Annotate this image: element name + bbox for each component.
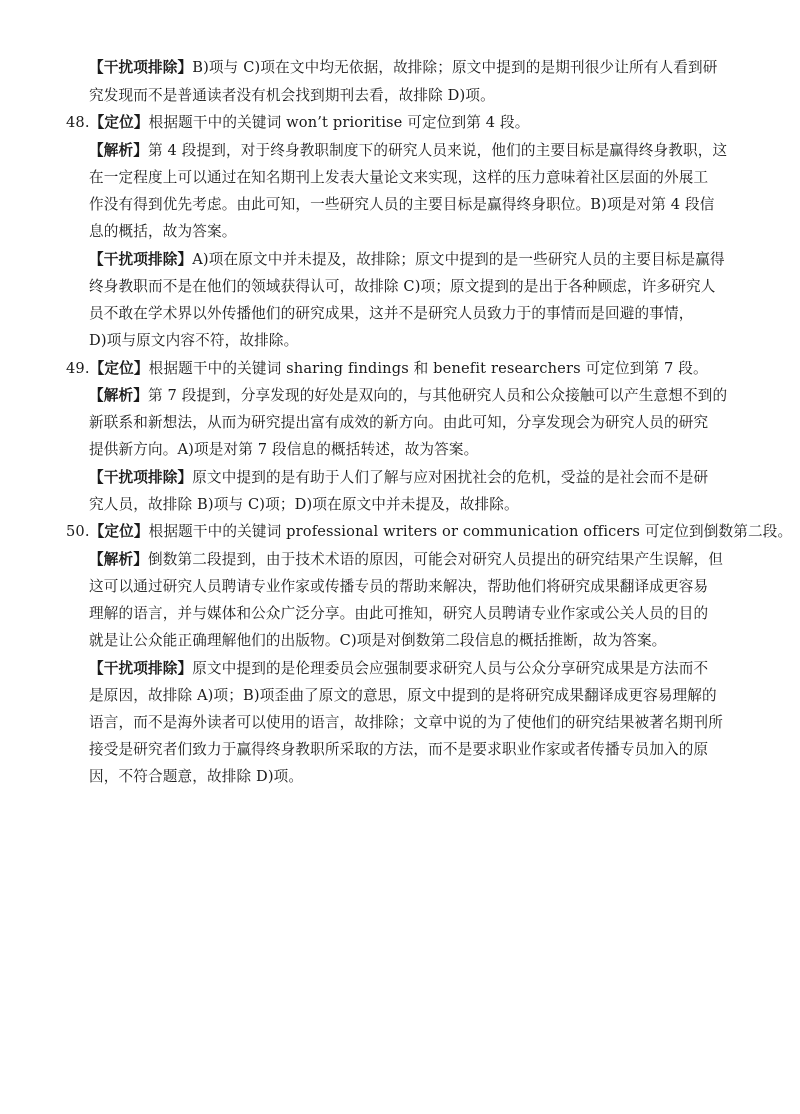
q49-locate: 49.【定位】根据题干中的关键词 sharing findings 和 benefit researchers 可定位到第 7 段。 [66, 360, 708, 377]
q50-explain-line-1: 【解析】倒数第二段提到，由于技术术语的原因，可能会对研究人员提出的研究结果产生误解，但 [89, 551, 723, 568]
distractor-tag: 【干扰项排除】 [89, 59, 193, 76]
q48-explain-line-3: 作没有得到优先考虑。由此可知，一些研究人员的主要目标是赢得终身职位。B)项是对第 4 段信 [89, 196, 715, 213]
locate-tag: 【定位】 [89, 360, 149, 377]
q48-explain-line-2: 在一定程度上可以通过在知名期刊上发表大量论文来实现，这样的压力意味着社区层面的外展工 [89, 169, 709, 186]
q50-distractor-line-2: 是原因，故排除 A)项；B)项歪曲了原文的意思，原文中提到的是将研究成果翻译成更容易理解的 [89, 687, 717, 704]
locate-tag: 【定位】 [89, 114, 149, 131]
q49-explain-line-3: 提供新方向。A)项是对第 7 段信息的概括转述，故为答案。 [89, 441, 479, 458]
q48-distractor-line-2: 终身教职而不是在他们的领域获得认可，故排除 C)项；原文提到的是出于各种顾虑，许多研究人 [89, 278, 716, 295]
q47-distractor-line-2: 究发现而不是普通读者没有机会找到期刊去看，故排除 D)项。 [89, 87, 495, 104]
q48-distractor-line-1: 【干扰项排除】A)项在原文中并未提及，故排除；原文中提到的是一些研究人员的主要目标是赢得 [89, 251, 725, 268]
q47-distractor-line-1: 【干扰项排除】B)项与 C)项在文中均无依据，故排除；原文中提到的是期刊很少让所有人看到研 [89, 59, 718, 76]
question-number: 48. [66, 114, 90, 131]
explain-tag: 【解析】 [89, 387, 148, 404]
q48-explain-line-1: 【解析】第 4 段提到，对于终身教职制度下的研究人员来说，他们的主要目标是赢得终身教职，这 [89, 142, 728, 159]
distractor-tag: 【干扰项排除】 [89, 251, 193, 268]
q50-distractor-line-3: 语言，而不是海外读者可以使用的语言，故排除；文章中说的为了使他们的研究结果被著名期刊所 [89, 714, 723, 731]
q48-locate: 48.【定位】根据题干中的关键词 won’t prioritise 可定位到第 4 段。 [66, 114, 530, 131]
q50-explain-line-2: 这可以通过研究人员聘请专业作家或传播专员的帮助来解决，帮助他们将研究成果翻译成更容易 [89, 578, 709, 595]
q49-distractor-line-1: 【干扰项排除】原文中提到的是有助于人们了解与应对困扰社会的危机，受益的是社会而不是研 [89, 469, 709, 486]
q50-explain-line-4: 就是让公众能正确理解他们的出版物。C)项是对倒数第二段信息的概括推断，故为答案。 [89, 632, 667, 649]
q48-distractor-line-4: D)项与原文内容不符，故排除。 [89, 332, 299, 349]
q49-distractor-line-2: 究人员，故排除 B)项与 C)项；D)项在原文中并未提及，故排除。 [89, 496, 519, 513]
q50-distractor-line-4: 接受是研究者们致力于赢得终身教职所采取的方法，而不是要求职业作家或者传播专员加入的原 [89, 741, 709, 758]
locate-tag: 【定位】 [89, 523, 149, 540]
question-number: 50. [66, 523, 90, 540]
q49-explain-line-2: 新联系和新想法，从而为研究提出富有成效的新方向。由此可知，分享发现会为研究人员的研究 [89, 414, 709, 431]
q50-distractor-line-5: 因，不符合题意，故排除 D)项。 [89, 768, 304, 785]
explain-tag: 【解析】 [89, 551, 148, 568]
q50-explain-line-3: 理解的语言，并与媒体和公众广泛分享。由此可推知，研究人员聘请专业作家或公关人员的目的 [89, 605, 709, 622]
question-number: 49. [66, 360, 90, 377]
q50-distractor-line-1: 【干扰项排除】原文中提到的是伦理委员会应强制要求研究人员与公众分享研究成果是方法而不 [89, 660, 709, 677]
q49-explain-line-1: 【解析】第 7 段提到，分享发现的好处是双向的，与其他研究人员和公众接触可以产生意想不到的 [89, 387, 728, 404]
q50-locate: 50.【定位】根据题干中的关键词 professional writers or communication officers 可定位到倒数第二段。 [66, 523, 793, 540]
q48-explain-line-4: 息的概括，故为答案。 [89, 223, 237, 240]
distractor-tag: 【干扰项排除】 [89, 660, 193, 677]
explain-tag: 【解析】 [89, 142, 148, 159]
distractor-tag: 【干扰项排除】 [89, 469, 193, 486]
q48-distractor-line-3: 员不敢在学术界以外传播他们的研究成果，这并不是研究人员致力于的事情而是回避的事情， [89, 305, 694, 322]
